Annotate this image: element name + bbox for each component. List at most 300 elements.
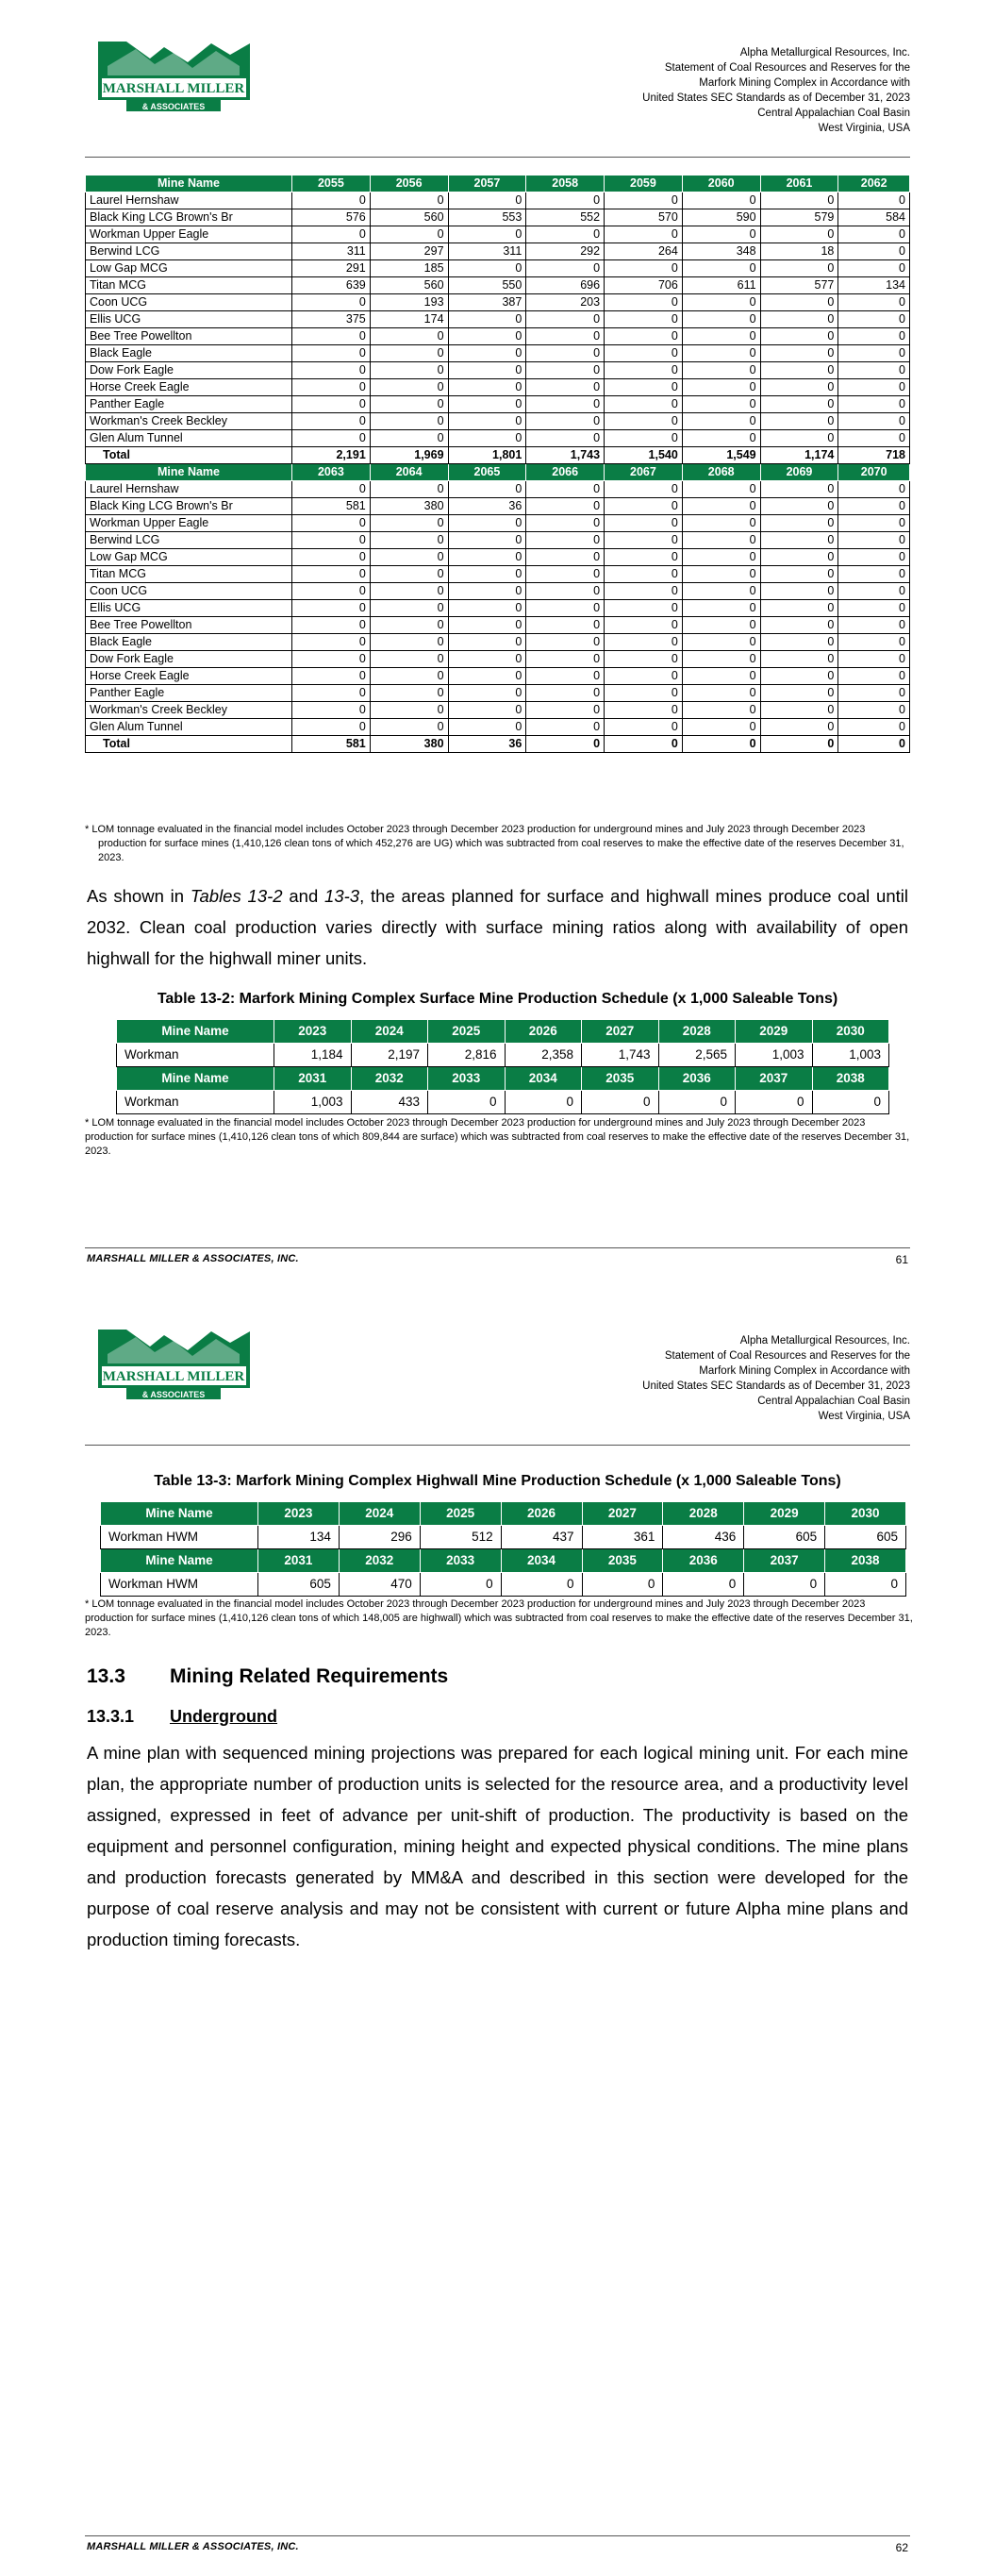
value-cell: 380 (370, 498, 448, 515)
page-number: 62 (895, 2541, 908, 2554)
value-cell: 0 (838, 651, 910, 668)
year-header: 2066 (526, 464, 605, 481)
value-cell: 0 (448, 600, 526, 617)
value-cell: 0 (682, 226, 760, 243)
value-cell: 0 (605, 668, 683, 685)
year-header: 2062 (838, 176, 910, 192)
value-cell: 0 (526, 226, 605, 243)
header-divider (85, 1445, 910, 1446)
table-row (86, 583, 910, 600)
value-cell: 0 (760, 192, 838, 209)
year-header: 2034 (505, 1067, 582, 1091)
value-cell: 1,003 (274, 1091, 352, 1114)
value-cell: 0 (370, 226, 448, 243)
table-row (86, 634, 910, 651)
value-cell: 0 (682, 396, 760, 413)
total-cell: 0 (605, 736, 683, 753)
value-cell: 0 (605, 600, 683, 617)
value-cell: 2,816 (428, 1044, 506, 1067)
year-header: 2056 (370, 176, 448, 192)
mine-name: Black Eagle (86, 634, 292, 651)
value-cell: 0 (605, 651, 683, 668)
mine-name: Dow Fork Eagle (86, 651, 292, 668)
value-cell: 0 (760, 719, 838, 736)
value-cell: 0 (682, 515, 760, 532)
header-cell: Mine Name (117, 1020, 274, 1044)
value-cell: 0 (605, 498, 683, 515)
year-header: 2025 (428, 1020, 506, 1044)
paragraph-production-summary: As shown in Tables 13-2 and 13-3, the areas planned for surface and highwall mines produce coal until 2032. Clean coal production varies directly with surface mining ratios along with availability of open highwall for the highwall miner units. (87, 886, 908, 968)
value-cell: 1,003 (736, 1044, 813, 1067)
year-header: 2031 (258, 1549, 340, 1573)
header-line-5: Central Appalachian Coal Basin (757, 1396, 910, 1407)
table-row (117, 1044, 889, 1067)
value-cell: 0 (838, 362, 910, 379)
value-cell: 0 (448, 481, 526, 498)
table-row (86, 532, 910, 549)
value-cell: 0 (501, 1573, 582, 1597)
table-row (86, 277, 910, 294)
value-cell: 0 (605, 294, 683, 311)
value-cell: 0 (526, 481, 605, 498)
value-cell: 0 (370, 430, 448, 447)
value-cell: 0 (605, 192, 683, 209)
total-cell: 0 (838, 736, 910, 753)
table-row (86, 413, 910, 430)
value-cell: 0 (838, 345, 910, 362)
value-cell: 590 (682, 209, 760, 226)
value-cell: 581 (292, 498, 371, 515)
mine-name: Workman's Creek Beckley (86, 413, 292, 430)
value-cell: 0 (526, 498, 605, 515)
value-cell: 0 (838, 532, 910, 549)
value-cell: 0 (838, 498, 910, 515)
year-header: 2036 (658, 1067, 736, 1091)
value-cell: 0 (448, 651, 526, 668)
header-line-6: West Virginia, USA (818, 123, 910, 134)
value-cell: 0 (682, 668, 760, 685)
value-cell: 0 (526, 600, 605, 617)
table-row (86, 345, 910, 362)
year-header: 2063 (292, 464, 371, 481)
value-cell: 0 (526, 362, 605, 379)
value-cell: 0 (760, 498, 838, 515)
table-row (86, 209, 910, 226)
value-cell: 0 (838, 515, 910, 532)
mine-name: Ellis UCG (86, 600, 292, 617)
value-cell: 2,565 (658, 1044, 736, 1067)
value-cell: 0 (292, 651, 371, 668)
header-cell: Mine Name (101, 1502, 258, 1526)
value-cell: 605 (744, 1526, 825, 1549)
year-header: 2064 (370, 464, 448, 481)
mine-name: Black King LCG Brown's Br (86, 209, 292, 226)
header-row (117, 1020, 889, 1044)
value-cell: 577 (760, 277, 838, 294)
value-cell: 0 (292, 617, 371, 634)
value-cell: 0 (682, 413, 760, 430)
value-cell: 0 (526, 396, 605, 413)
year-header: 2028 (658, 1020, 736, 1044)
value-cell: 0 (370, 566, 448, 583)
value-cell: 0 (448, 702, 526, 719)
value-cell: 0 (736, 1091, 813, 1114)
value-cell: 0 (526, 430, 605, 447)
table-row (101, 1573, 906, 1597)
value-cell: 0 (448, 362, 526, 379)
value-cell: 375 (292, 311, 371, 328)
year-header: 2068 (682, 464, 760, 481)
value-cell: 0 (292, 532, 371, 549)
year-header: 2030 (812, 1020, 889, 1044)
value-cell: 0 (682, 583, 760, 600)
mine-name: Low Gap MCG (86, 260, 292, 277)
table-row (86, 328, 910, 345)
value-cell: 0 (682, 532, 760, 549)
total-cell: 36 (448, 736, 526, 753)
value-cell: 0 (838, 413, 910, 430)
value-cell: 264 (605, 243, 683, 260)
value-cell: 0 (370, 719, 448, 736)
year-header: 2023 (274, 1020, 352, 1044)
value-cell: 0 (448, 311, 526, 328)
value-cell: 0 (448, 192, 526, 209)
value-cell: 0 (605, 685, 683, 702)
value-cell: 0 (663, 1573, 744, 1597)
value-cell: 0 (682, 600, 760, 617)
mine-name: Panther Eagle (86, 396, 292, 413)
value-cell: 0 (682, 634, 760, 651)
footer-divider (85, 1247, 910, 1248)
mine-name: Bee Tree Powellton (86, 328, 292, 345)
value-cell: 0 (838, 192, 910, 209)
total-cell: 1,969 (370, 447, 448, 464)
value-cell: 0 (760, 260, 838, 277)
value-cell: 0 (448, 260, 526, 277)
value-cell: 0 (605, 702, 683, 719)
table-row (86, 702, 910, 719)
value-cell: 0 (760, 685, 838, 702)
value-cell: 1,184 (274, 1044, 352, 1067)
value-cell: 203 (526, 294, 605, 311)
value-cell: 0 (760, 566, 838, 583)
underground-schedule-table (85, 175, 910, 753)
value-cell: 0 (370, 481, 448, 498)
value-cell: 0 (448, 413, 526, 430)
total-cell: 1,801 (448, 447, 526, 464)
highwall-production-table (100, 1501, 906, 1597)
logo-text-2: & ASSOCIATES (141, 1390, 206, 1399)
year-header: 2055 (292, 176, 371, 192)
value-cell: 0 (370, 192, 448, 209)
value-cell: 193 (370, 294, 448, 311)
mine-name: Panther Eagle (86, 685, 292, 702)
mine-name: Workman HWM (101, 1526, 258, 1549)
value-cell: 0 (428, 1091, 506, 1114)
mine-name: Low Gap MCG (86, 549, 292, 566)
subsection-heading-13-3-1: 13.3.1 Underground (87, 1707, 277, 1726)
value-cell: 0 (292, 345, 371, 362)
value-cell: 0 (526, 532, 605, 549)
value-cell: 0 (812, 1091, 889, 1114)
value-cell: 0 (292, 328, 371, 345)
value-cell: 0 (526, 617, 605, 634)
value-cell: 311 (292, 243, 371, 260)
value-cell: 0 (760, 668, 838, 685)
value-cell: 0 (838, 430, 910, 447)
table-row (86, 600, 910, 617)
value-cell: 0 (605, 430, 683, 447)
value-cell: 0 (292, 362, 371, 379)
value-cell: 291 (292, 260, 371, 277)
value-cell: 0 (526, 549, 605, 566)
value-cell: 584 (838, 209, 910, 226)
value-cell: 0 (370, 600, 448, 617)
mine-name: Coon UCG (86, 294, 292, 311)
year-header: 2069 (760, 464, 838, 481)
mine-name: Dow Fork Eagle (86, 362, 292, 379)
year-header: 2029 (744, 1502, 825, 1526)
value-cell: 0 (526, 719, 605, 736)
value-cell: 0 (370, 362, 448, 379)
value-cell: 0 (448, 532, 526, 549)
year-header: 2027 (582, 1020, 659, 1044)
year-header: 2023 (258, 1502, 340, 1526)
year-header: 2033 (420, 1549, 501, 1573)
mine-name: Workman Upper Eagle (86, 226, 292, 243)
mine-name: Coon UCG (86, 583, 292, 600)
total-cell: 0 (526, 736, 605, 753)
total-cell: 1,743 (526, 447, 605, 464)
value-cell: 0 (682, 719, 760, 736)
value-cell: 696 (526, 277, 605, 294)
value-cell: 0 (448, 668, 526, 685)
value-cell: 0 (448, 634, 526, 651)
value-cell: 0 (760, 430, 838, 447)
value-cell: 0 (605, 226, 683, 243)
table-row (86, 668, 910, 685)
year-header: 2031 (274, 1067, 352, 1091)
value-cell: 0 (582, 1573, 663, 1597)
value-cell: 433 (351, 1091, 428, 1114)
year-header: 2061 (760, 176, 838, 192)
year-header: 2037 (744, 1549, 825, 1573)
year-header: 2036 (663, 1549, 744, 1573)
header-line-3: Marfork Mining Complex in Accordance with (699, 77, 910, 89)
value-cell: 0 (370, 379, 448, 396)
total-cell: 0 (682, 736, 760, 753)
value-cell: 0 (838, 634, 910, 651)
value-cell: 18 (760, 243, 838, 260)
value-cell: 0 (682, 685, 760, 702)
value-cell: 0 (825, 1573, 906, 1597)
header-row (117, 1067, 889, 1091)
ug-table-note: * LOM tonnage evaluated in the financial model includes October 2023 through December 2023 production for underground mines and July 2023 through December 2023 production for surface mines (1,410,126 clean tons of which 452,276 are UG) which was subtracted from coal reserves to make the effective date of the reserves December 31, 2023. (85, 824, 904, 863)
value-cell: 0 (682, 294, 760, 311)
value-cell: 0 (760, 583, 838, 600)
value-cell: 0 (760, 379, 838, 396)
value-cell: 0 (526, 515, 605, 532)
value-cell: 174 (370, 311, 448, 328)
total-cell: 718 (838, 447, 910, 464)
table-row (117, 1091, 889, 1114)
value-cell: 0 (526, 328, 605, 345)
table-row (86, 719, 910, 736)
value-cell: 0 (838, 685, 910, 702)
value-cell: 0 (760, 345, 838, 362)
year-header: 2035 (582, 1549, 663, 1573)
value-cell: 0 (292, 634, 371, 651)
value-cell: 0 (370, 396, 448, 413)
table-row (86, 430, 910, 447)
value-cell: 0 (292, 702, 371, 719)
ref-table-13-3: 13-3 (324, 886, 360, 906)
value-cell: 0 (448, 549, 526, 566)
logo-text-2: & ASSOCIATES (141, 102, 206, 111)
value-cell: 0 (605, 328, 683, 345)
header-row (101, 1502, 906, 1526)
mine-name: Ellis UCG (86, 311, 292, 328)
value-cell: 0 (292, 515, 371, 532)
mine-name: Workman HWM (101, 1573, 258, 1597)
header-line-2: Statement of Coal Resources and Reserves for the (664, 1350, 910, 1362)
value-cell: 0 (292, 396, 371, 413)
value-cell: 1,743 (582, 1044, 659, 1067)
ref-table-13-2: Tables 13-2 (190, 886, 283, 906)
value-cell: 0 (292, 719, 371, 736)
total-row (86, 736, 910, 753)
value-cell: 185 (370, 260, 448, 277)
value-cell: 0 (605, 311, 683, 328)
value-cell: 0 (838, 668, 910, 685)
value-cell: 297 (370, 243, 448, 260)
marshall-miller-logo (98, 38, 250, 111)
value-cell: 0 (838, 328, 910, 345)
value-cell: 0 (605, 362, 683, 379)
value-cell: 0 (448, 719, 526, 736)
value-cell: 0 (526, 702, 605, 719)
table-13-2-caption: Table 13-2: Marfork Mining Complex Surface Mine Production Schedule (x 1,000 Saleable Tons) (157, 991, 838, 1007)
value-cell: 0 (292, 379, 371, 396)
value-cell: 0 (448, 226, 526, 243)
header-company: Alpha Metallurgical Resources, Inc. (739, 47, 910, 59)
value-cell: 0 (838, 583, 910, 600)
header-line-2: Statement of Coal Resources and Reserves for the (664, 62, 910, 74)
year-header: 2026 (501, 1502, 582, 1526)
value-cell: 0 (760, 515, 838, 532)
mine-name: Laurel Hernshaw (86, 481, 292, 498)
value-cell: 0 (448, 328, 526, 345)
table-row (86, 498, 910, 515)
value-cell: 0 (526, 583, 605, 600)
value-cell: 0 (760, 481, 838, 498)
value-cell: 0 (760, 651, 838, 668)
header-row (86, 464, 910, 481)
value-cell: 0 (420, 1573, 501, 1597)
mine-name: Titan MCG (86, 566, 292, 583)
value-cell: 0 (370, 583, 448, 600)
value-cell: 0 (838, 600, 910, 617)
value-cell: 0 (682, 328, 760, 345)
value-cell: 0 (605, 260, 683, 277)
surface-production-table (116, 1019, 889, 1114)
value-cell: 0 (838, 311, 910, 328)
value-cell: 0 (292, 413, 371, 430)
year-header: 2065 (448, 464, 526, 481)
value-cell: 311 (448, 243, 526, 260)
value-cell: 0 (526, 634, 605, 651)
value-cell: 0 (605, 532, 683, 549)
year-header: 2038 (812, 1067, 889, 1091)
value-cell: 0 (838, 719, 910, 736)
value-cell: 0 (292, 294, 371, 311)
table-row (86, 566, 910, 583)
mine-name: Horse Creek Eagle (86, 379, 292, 396)
year-header: 2032 (351, 1067, 428, 1091)
value-cell: 0 (838, 226, 910, 243)
section-heading-13-3: 13.3 Mining Related Requirements (87, 1665, 449, 1687)
value-cell: 0 (838, 566, 910, 583)
value-cell: 361 (582, 1526, 663, 1549)
value-cell: 0 (760, 328, 838, 345)
table-13-2-note: * LOM tonnage evaluated in the financial model includes October 2023 through December 2023 production for underground mines and July 2023 through December 2023 production for surface mines (1,410,126 clean tons of which 809,844 are surface) which was subtracted from coal reserves to make the effective date of the reserves December 31, 2023. (85, 1117, 910, 1157)
value-cell: 0 (838, 243, 910, 260)
year-header: 2057 (448, 176, 526, 192)
table-row (86, 617, 910, 634)
value-cell: 512 (420, 1526, 501, 1549)
value-cell: 292 (526, 243, 605, 260)
table-row (86, 379, 910, 396)
header-row (101, 1549, 906, 1573)
header-divider (85, 157, 910, 158)
value-cell: 0 (838, 481, 910, 498)
value-cell: 0 (370, 345, 448, 362)
header-line-4: United States SEC Standards as of December 31, 2023 (642, 92, 910, 104)
value-cell: 560 (370, 277, 448, 294)
table-row (101, 1526, 906, 1549)
value-cell: 436 (663, 1526, 744, 1549)
value-cell: 2,358 (505, 1044, 582, 1067)
value-cell: 0 (370, 328, 448, 345)
value-cell: 0 (292, 430, 371, 447)
value-cell: 0 (448, 345, 526, 362)
year-header: 2037 (736, 1067, 813, 1091)
value-cell: 0 (658, 1091, 736, 1114)
value-cell: 0 (838, 379, 910, 396)
value-cell: 0 (605, 634, 683, 651)
value-cell: 0 (526, 651, 605, 668)
value-cell: 605 (258, 1573, 340, 1597)
value-cell: 0 (605, 379, 683, 396)
value-cell: 0 (448, 515, 526, 532)
value-cell: 437 (501, 1526, 582, 1549)
value-cell: 0 (682, 549, 760, 566)
total-cell: 1,549 (682, 447, 760, 464)
footer-firm: MARSHALL MILLER & ASSOCIATES, INC. (87, 1253, 299, 1264)
mine-name: Workman's Creek Beckley (86, 702, 292, 719)
page-62 (0, 1288, 995, 2576)
value-cell: 0 (744, 1573, 825, 1597)
year-header: 2025 (420, 1502, 501, 1526)
value-cell: 0 (682, 311, 760, 328)
value-cell: 0 (370, 413, 448, 430)
paragraph-underground: A mine plan with sequenced mining projections was prepared for each logical mining unit. For each mine plan, the appropriate number of production units is selected for the resource area, and a productivity level assigned, expressed in feet of advance per unit-shift of production. The productivity is based on the equipment and personnel configuration, mining height and expected physical conditions. The mine plans and production forecasts generated by MM&A and described in this section were developed for the purpose of coal reserve analysis and may not be consistent with current or future Alpha mine plans and production timing forecasts. (87, 1743, 908, 1949)
value-cell: 0 (682, 498, 760, 515)
value-cell: 552 (526, 209, 605, 226)
year-header: 2035 (582, 1067, 659, 1091)
table-row (86, 685, 910, 702)
year-header: 2032 (339, 1549, 420, 1573)
